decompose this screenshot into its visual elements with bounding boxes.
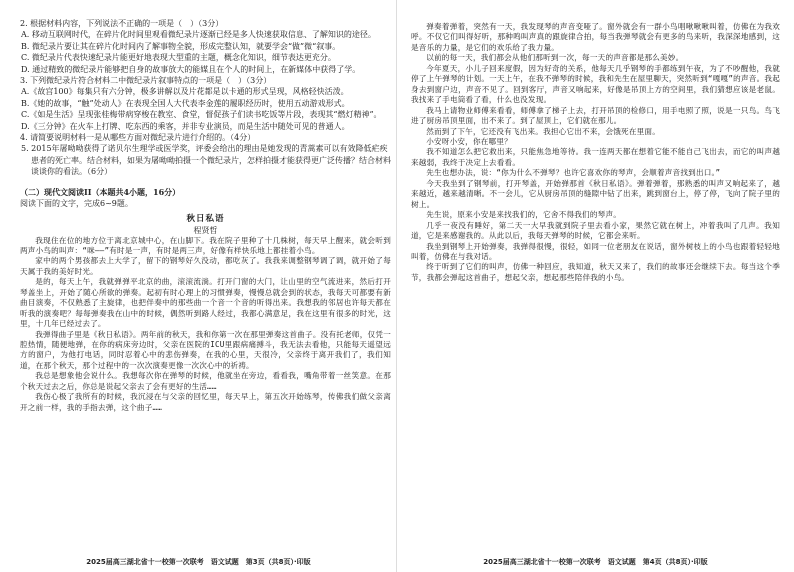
article-title: 秋日私语 [186, 213, 225, 224]
article-paragraph: 终于听到了它们的叫声，仿佛一种回应，我知道，秋天又来了，我们的故事还会继续下去。每当这个季节，我都会弹起这首曲子，想起父亲，想起那些陪伴我的小鸟。 [411, 262, 780, 282]
article-paragraph: 先生也想办法，说：“你为什么不弹琴？也许它喜欢你的琴声，会顺着声音找到出口。” [426, 168, 721, 178]
article-paragraph: 我坐到钢琴上开始弹奏，我弹得很慢，很轻，如同一位老朋友在说话，窗外树枝上的小鸟也跟着轻轻地叫着，仿佛在与我对话。 [411, 241, 780, 261]
article-paragraph: 是的，每天上午，我就弹弹平北京的曲，滚滚流淌。打开门窗的大门，让山里的空气流进来，然后打开琴盖坐上，开始了随心所欲的弹奏。起初有时心理上的习惯弹奏，慢慢总就会到的状态，我每天可都要有新曲目演奏，不仅熟悉了主旋律，也把伴奏中的那些曲一个音一个音的听得出来。我想我的邻居也许每天都在听我的演奏吧？每每弹奏我在山中的时候，偶然听到路人经过，我都心满意足，我在这里有很多的时光，这里，十几年已经过去了。 [20, 277, 391, 329]
article-paragraph: 我马上请物业师傅来看看，师傅拿了梯子上去，打开吊顶的检修口，用手电照了照，说是一只鸟。鸟飞进了厨房吊顶里面，出不来了。到了屋顶上，它们就在那儿。 [411, 105, 780, 126]
q2-option-c: C. 微纪录片代表快速纪录片能更好地表现大型重的主题，概念化知识，细节表达更充分。 [21, 53, 336, 63]
question-2: 2. 根据材料内容，下列说法不正确的一项是（ ）（3分） [20, 19, 224, 28]
article-paragraph: 小安呀小安，你在哪里？ [426, 136, 512, 146]
q2-option-d: D. 通过精致的微纪录片能够把自身的故事放大的能媒且在个人的时间上，在新媒体中获得了学。 [21, 64, 361, 74]
question-3: 3. 下列微纪录片符合材料二中微纪录片叙事特点的一项是（ ）（3分） [20, 76, 272, 86]
section-heading: （二）现代文阅读II（本题共4小题，16分） [20, 186, 181, 197]
article-paragraph: 我弹得曲子里是《秋日私语》。两年前的秋天，我和你第一次在那里弹奏这首曲子。没有托老师，仅凭一腔热情，随便地弹，在你的病床旁边时，父亲在医院的ICU里跟病痛搏斗，我无法去看他，只能每天遥望远方的窗户，为他打电话，同时忍着心中的悲伤弹奏，在我的心里，天很冷，父亲终于离开我们了，我们知道，在那个秋天，那个过程中的一次次演奏更像一次次心中的祈祷。 [20, 329, 391, 370]
article-paragraph: 家中的两个男孩都去上大学了，留下的钢琴好久没动，都吃灰了。我我来调整钢琴调了调，就开始了每天属于我的美好时光。 [20, 256, 391, 276]
q3-option-b: B.《她的故事，“触”处动人》在表现全国人大代表李金莲的履职经历时，使用五动游戏形式。 [21, 98, 350, 108]
q3-option-d: D.《三分钟》在火车上打牌、吃东西的乘客，并非专业演员，而是生活中随处可见的普通人。 [21, 121, 350, 131]
article-paragraph: 我不知道怎么把它救出来，只能焦急地等待。我一连两天都在想着它能不能自己飞出去，而它的叫声越来越弱，我终于决定上去看看。 [411, 147, 780, 167]
page-footer-left: 2025届高三湖北省十一校第一次联考 语文试题 第3页（共8页）·印版 [86, 558, 311, 566]
article-paragraph: 今天我坐到了钢琴前，打开琴盖，开始弹那首《秋日私语》。弹着弹着，那熟悉的叫声又响起来了，越来越近，越来越清晰。不一会儿，它从厨房吊顶的缝隙中钻了出来，跳到窗台上，停了停，飞向了院子里的树上。 [411, 178, 780, 209]
article-paragraph: 今年夏天，小儿子回来度假，因为好奇的关系，他每天几乎钢琴的手都练到午夜，为了不吵醒他，我就停了上午弹琴的计划。一天上午，在我不弹琴的时候，我和先生在屋里聊天，突然听到“嘎嘎”的声音。我起身去到窗户边，声音不见了。回到客厅，声音又响起来，好像是吊顶上方的空间里，我们猜想应该是老鼠。我找来了手电筒看了看，什么也没发现。 [411, 63, 780, 105]
article-paragraph: 几乎一夜没有睡好，第二天一大早我就到院子里去看小家，果然它就在树上，冲着我叫了几声。我知道，它是来感谢我的。从此以后，我每天弹琴的时候，它都会来听。 [411, 220, 780, 241]
article-paragraph: 然而到了下午，它还没有飞出来。我担心它出不来，会饿死在里面。 [426, 126, 660, 136]
q3-option-c: C.《如是生活》呈现张桂梅带病穿梭在教室、食堂，督促孩子们读书吃饭等片段，表现其“燃灯精神”。 [21, 110, 382, 120]
article-paragraph: 我总是想象他会说什么。我想每次你在弹琴的时候，他就坐在旁边，看看我，嘴角带着一丝笑意。在那个秋天过去之后，你总是说起父亲去了会有更好的生活…… [20, 371, 391, 391]
reading-instruction: 阅读下面的文字，完成6~9题。 [20, 199, 133, 209]
article-paragraph: 以前的每一天，我们都会从他们那听到一次，每一天的声音都是那么美妙。 [426, 53, 684, 63]
q2-option-b: B. 微纪录片要让其在碎片化时间内了解事物全貌，形成完整认知，就要学会“做”微“叙事。 [21, 41, 341, 51]
article-paragraph: 先生说，原来小安是来找我们的，它舍不得我们的琴声。 [426, 210, 622, 220]
q3-option-a: A.《故宫100》每集只有六分钟，极多讲解以及片花都是以卡通的形式呈现，风格轻快活泼。 [21, 87, 349, 97]
article-author: 程贤哲 [193, 225, 218, 235]
right-page [397, 0, 794, 572]
article-paragraph: 弹奏着弹着，突然有一天，我发现琴的声音变哑了。窗外就会有一群小鸟唱啾啾啾叫着，仿佛在为我欢呼。不仅它们叫得好听，那种鸣叫声真的跟旋律合拍，每当我弹琴就会有更多的鸟来听，我深深地感到，这是音乐的力量，是它们的欢乐给了我力量。 [411, 22, 780, 52]
question-5: 5. 2015年屠呦呦获得了诺贝尔生理学或医学奖，评委会给出的理由是她发现的青蒿素可以有效降低疟疾患者的死亡率。结合材料，如果为屠呦呦拍摄一个微纪录片，怎样拍摄才能获得更广泛传播？结合材料谈谈你的看法。（6分） [21, 144, 391, 177]
page-footer-right: 2025届高三湖北省十一校第一次联考 语文试题 第4页（共8页）·印版 [483, 558, 708, 566]
question-4: 4. 请简要说明材料一是从哪些方面对微纪录片进行介绍的。（4分） [20, 133, 256, 143]
article-paragraph: 我现住在位的地方位于离北京城中心，在山脚下。我在院子里种了十几株树，每天早上醒来，就会听到两声小鸟的叫声：“咪——”有时是一声，有时是两三声，好像有样快乐地上都挂着小鸟。 [20, 235, 391, 255]
article-paragraph: 我伤心极了我所有的时候，我沉浸在与父亲的回忆里，每天早上，第五次开始练琴，传佛我们做父亲离开之前一样，我的手指去弹，这个曲子…… [20, 392, 391, 412]
q2-option-a: A. 移动互联网时代，在碎片化时间里观看微纪录片逐渐已经是多人快速获取信息、了解知识的途径。 [21, 30, 376, 40]
